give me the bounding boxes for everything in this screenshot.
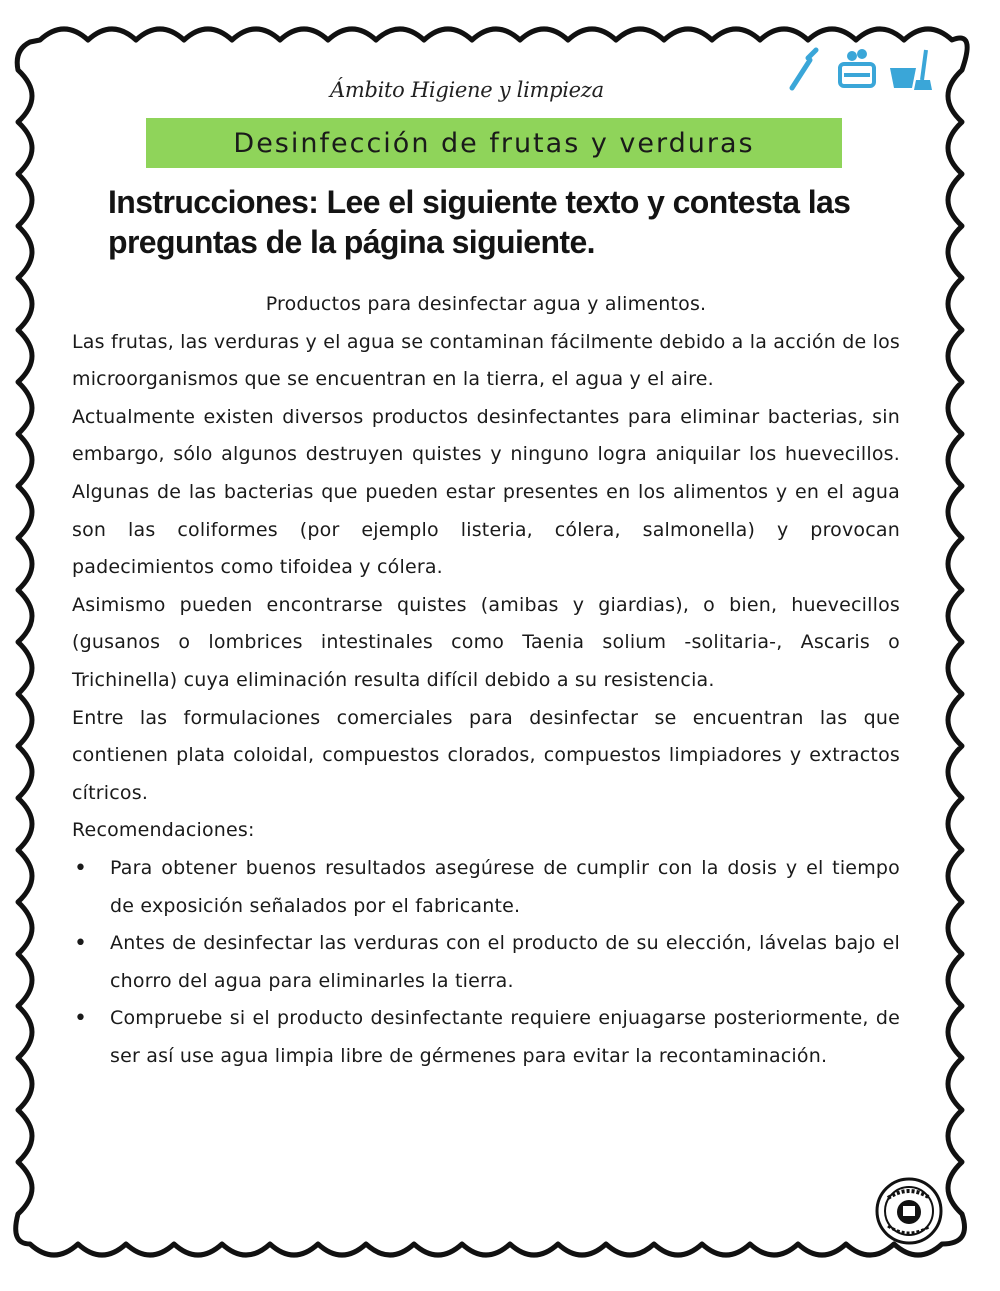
school-seal-icon <box>874 1176 944 1246</box>
recommendation-text: Compruebe si el producto desinfectante requiere enjuagarse posteriormente, de ser así use agua limpia libre de gérmenes para evitar la recontaminación. <box>110 1007 900 1067</box>
paragraph: Asimismo pueden encontrarse quistes (amibas y giardias), o bien, huevecillos (gusanos o lombrices intestinales como Taenia solium -solitaria-, Ascaris o Trichinella) cuya eliminación resulta difícil debido a su resistencia. <box>72 593 900 691</box>
bathtub-icon <box>840 51 874 86</box>
recommendation-text: Antes de desinfectar las verduras con el producto de su elección, lávelas bajo el chorro del agua para eliminarles la tierra. <box>110 932 900 992</box>
instructions <box>108 182 888 262</box>
paragraph: Las frutas, las verduras y el agua se contaminan fácilmente debido a la acción de los microorganismos que se encuentran en la tierra, el agua y el aire. <box>72 330 900 391</box>
hygiene-icons <box>782 44 942 100</box>
ambito-label: Ámbito Higiene y limpieza <box>330 78 604 102</box>
recommendations-list <box>72 850 900 1076</box>
paragraph: Entre las formulaciones comerciales para desinfectar se encuentran las que contienen plata coloidal, compuestos clorados, compuestos limpiadores y extractos cítricos. <box>72 706 900 804</box>
title-banner <box>146 118 842 168</box>
recommendation-item <box>72 850 900 925</box>
article-body <box>72 286 900 1075</box>
instructions-line-2: preguntas de la página siguiente. <box>108 224 595 260</box>
article-subtitle: Productos para desinfectar agua y alimentos. <box>265 293 707 315</box>
bullet-icon: • <box>74 931 88 957</box>
instructions-line-1: Instrucciones: Lee el siguiente texto y contesta las <box>108 184 851 220</box>
recommendation-item <box>72 1000 900 1075</box>
recommendations-label: Recomendaciones: <box>72 819 255 842</box>
recommendation-text: Para obtener buenos resultados asegúrese de cumplir con la dosis y el tiempo de exposición señalados por el fabricante. <box>110 856 900 917</box>
bullet-icon: • <box>74 855 88 881</box>
bucket-broom-icon <box>890 50 932 90</box>
paragraph: Actualmente existen diversos productos desinfectantes para eliminar bacterias, sin embargo, sólo algunos destruyen quistes y ninguno logra aniquilar los huevecillos. Algunas de las bacterias que pueden estar presentes en los alimentos y en el agua son las coliformes (por ejemplo listeria, cólera, salmonella) y provocan padecimientos como tifoidea y cólera. <box>72 405 900 579</box>
banner-title: Desinfección de frutas y verduras <box>233 127 755 159</box>
bullet-icon: • <box>74 1006 88 1032</box>
toothbrush-icon <box>792 50 816 88</box>
recommendation-item <box>72 925 900 1000</box>
